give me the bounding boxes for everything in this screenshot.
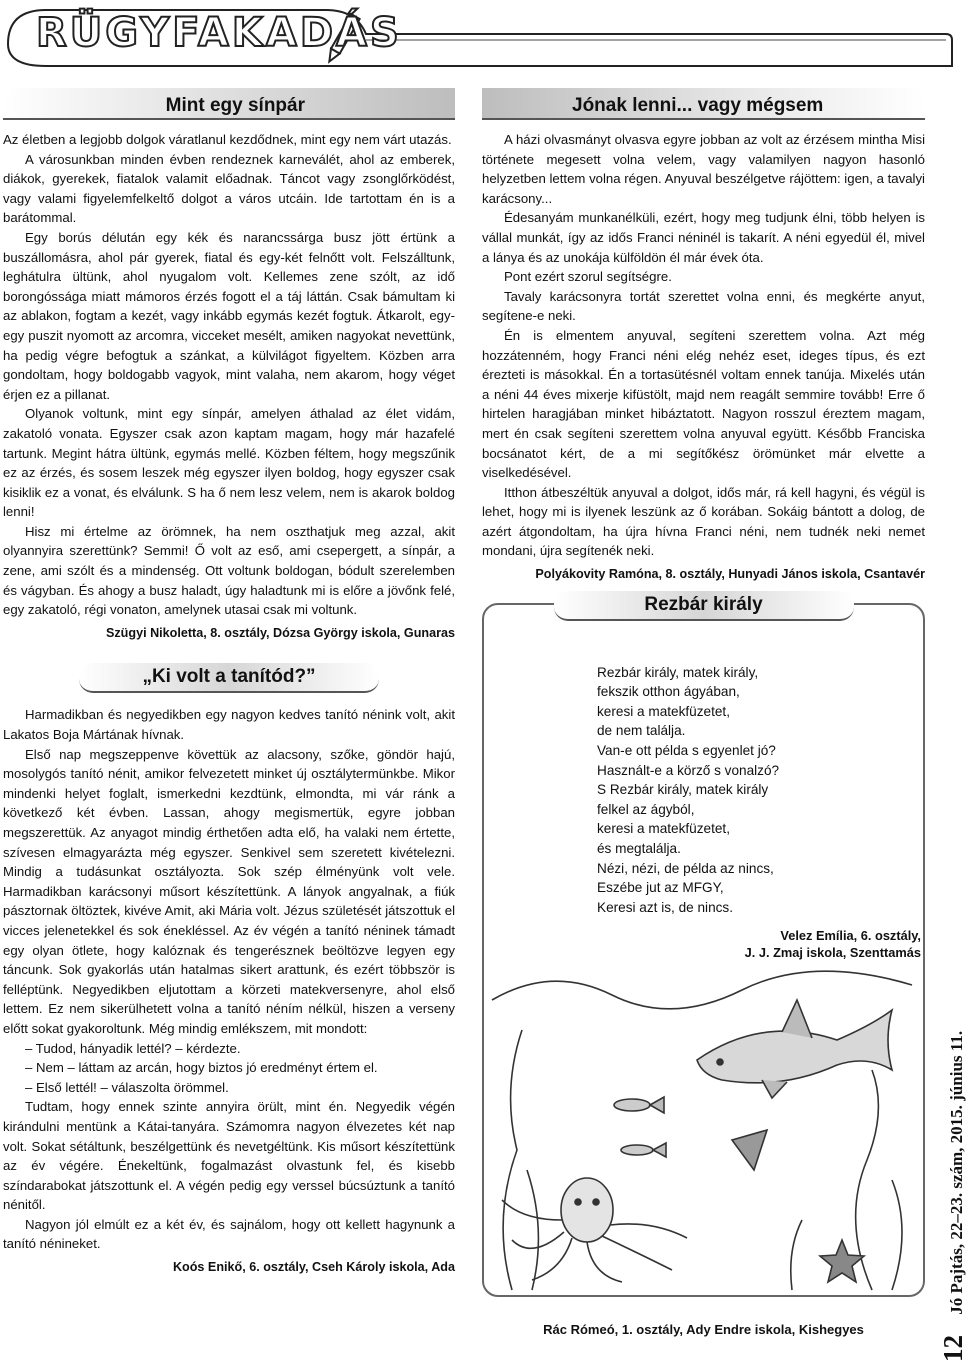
poem-signature <box>745 927 921 961</box>
article-title-bar <box>482 88 925 120</box>
poem-line: keresi a matekfüzetet, <box>597 703 730 719</box>
poem-line: Eszébe jut az MFGY, <box>597 880 724 896</box>
paragraph: Harmadikban és negyedikben egy nagyon kedves tanító nénink volt, akit Lakatos Boja Mártának hívnak. <box>3 707 455 743</box>
paragraph: Hisz mi értelme az örömnek, ha nem oszthatjuk meg azzal, akit olyannyira szerettünk? Semmi! Ő volt az eső, ami csepergett, a sínpár, a zene, ami szólt és a mindenség. Ott voltunk boldogan, bódult szerelemben és vágyban. És ahogy a busz haladt, úgy haladtunk mi is előre a jövőnk felé, egy zakatoló, régi vonaton, amelynek utasai csak mi voltunk. <box>3 523 455 618</box>
poem-line: Rezbár király, matek király, <box>597 664 759 680</box>
poem-line: Nézi, nézi, de példa az nincs, <box>597 860 774 876</box>
paragraph: A városunkban minden évben rendeznek karneválét, ahol az emberek, diákok, gyerekek, fiatalok valamit előadnak. Táncot vagy zsonglőrködést, vagy valami figyelemfelkeltő dolgot a város utcáin. Ide tartottam én is a barátommal. <box>3 151 455 226</box>
poem-line: S Rezbár király, matek király <box>597 782 769 798</box>
author-signature: Szügyi Nikoletta, 8. osztály, Dózsa György iskola, Gunaras <box>105 625 455 640</box>
poem-text <box>597 663 779 918</box>
poem-line: keresi a matekfüzetet, <box>597 821 730 837</box>
dialogue-line: – Tudod, hányadik lettél? – kérdezte. <box>25 1040 241 1056</box>
poem-line: Keresi azt is, de nincs. <box>597 899 733 915</box>
paragraph: Tudtam, hogy ennek szinte annyira örült, mint én. Negyedik végén kirándulni mentünk a Kátai-tanyára. Számomra nagyon élvezetes két nap volt. Sokat sétáltunk, beszélgettünk és nevetgéltünk. Kis műsort készítettünk az év végére. Énekeltünk, fogalmazást olvastunk fel, és kisebb színdarabokat játszottunk el. A végén pedig egy verssel búcsúztunk a tanító nénitől. <box>3 1099 455 1213</box>
publication-info: Jó Pajtás, 22–23. szám, 2015. június 11. <box>947 1030 966 1315</box>
poem-line: és megtalálja. <box>597 841 681 856</box>
article-title: „Ki volt a tanítód?” <box>79 663 379 693</box>
author-signature: Polyákovity Ramóna, 8. osztály, Hunyadi János iskola, Csantavér <box>535 567 925 582</box>
poem-line: Van-e ott példa s egyenlet jó? <box>597 743 776 759</box>
paragraph: Az életben a legjobb dolgok váratlanul kezdődnek, mint egy nem várt utazás. <box>3 132 452 147</box>
drawing-caption: Rác Rómeó, 1. osztály, Ady Endre iskola, Kishegyes <box>543 1322 864 1337</box>
paragraph: Édesanyám munkanélküli, ezért, hogy meg tudjunk élni, több helyen is vállal munkát, így az idős Franci néninél is takarít. A néni egyedül él, mivel a lánya és az unokája külföldön él már évek óta. <box>482 210 925 265</box>
page-footer-vertical <box>938 1031 969 1362</box>
small-fish-drawing <box>614 1097 767 1170</box>
octopus-drawing <box>502 1178 687 1282</box>
paragraph: Első nap megszeppenve követtük az alacsony, szőke, göndör hajú, mosolygós tanító nénit, amikor felvezetett minket új osztálytermünkbe. Mikor mindenki helyet foglalt, ismerkedni kezdtünk, elmondta, mi vár ránk a következő két évben. Lassan, ahogy megismertük, egyre jobban megszerettük. Az anyagot mindig érthetően adta elő, ha valaki nem értette, szívesen elmagyarázta még egyszer. Senkivel sem szeretett kivételezni. Mindig a tudásunkat osztályozta. Sok szép élményünk volt vele. Harmadikban karácsonyi műsort készítettünk. A lányok angyalnak, a fiúk pásztornak öltöztek, kivéve Amit, aki Mária volt. Jézus születését játszottuk el vicces jelenetekkel és sok énekléssel. Az év végén a tanító néninek támadt egy olyan ötlete, hogy kalóznak és tengerésznek beöltözve legyen egy táncunk. Sok gyakorlás után hatalmas sikert arattunk, és ezért többször is felléptünk. Negyedikben eljutottam a körzeti matekversenyre, ahol első lettem. Ez nem sikerülhetett volna a tanító néním nélkül, hiszen a verseny előtt sokat gyakoroltunk. Még mindig emlékszem, mit mondott: <box>3 746 455 1036</box>
poem-line: de nem találja. <box>597 723 686 739</box>
signature-line: Velez Emília, 6. osztály, <box>780 927 921 943</box>
poem-title: Rezbár király <box>554 591 854 621</box>
poem-box <box>482 593 925 1297</box>
dialogue-line: – Nem – láttam az arcán, hogy biztos jó eredményt értem el. <box>25 1060 378 1076</box>
poem-line: fekszik otthon ágyában, <box>597 684 740 700</box>
shark-drawing <box>697 1000 892 1098</box>
left-column <box>3 88 455 1278</box>
paragraph: Tavaly karácsonyra tortát szerettet volna enni, és megkérte anyut, segítene-e neki. <box>482 288 925 324</box>
article-title-bar <box>3 88 455 120</box>
starfish-drawing <box>820 1240 864 1282</box>
paragraph: Nagyon jól elmúlt ez a két év, és sajnálom, hogy ott kellett hagynunk a tanító nénineket. <box>3 1216 455 1252</box>
author-signature: Koós Enikő, 6. osztály, Cseh Károly iskola, Ada <box>172 1260 455 1275</box>
paragraph: A házi olvasmányt olvasva egyre jobban az volt az érzésem mintha Misi története megesett volna velem, vagy valamilyen nagyon hasonló helyzetben lettem volna régen. Anyuval beszélgetve rájöttem: igen, a tavalyi karácsony... <box>482 132 925 206</box>
paragraph: Pont ezért szorul segítségre. <box>504 269 672 285</box>
paragraph: Én is elmentem anyuval, segíteni szerettem volna. Azt még hozzátenném, hogy Franci néni elég nehéz eset, ideges típus, és ezt érezteti is másokkal. Én a tortasütésnél voltam ennek tanúja. Mixelés után a néni 44 éves mixerje kifüstölt, majd nem reagált semmire tovább! Erre ő hirtelen haragjában minket hibáztatott. Nagyon rosszul éreztem magam, mert én csak segíteni szerettem volna anyuval együtt. Később Franciska bocsánatot kért, de a mi segítőkész örömünket már elvette a viselkedésével. <box>482 327 925 481</box>
masthead <box>6 4 954 76</box>
right-column <box>482 88 925 1297</box>
article-title: Jónak lenni... vagy mégsem <box>572 95 824 117</box>
article-title: Mint egy sínpár <box>165 95 305 117</box>
dialogue-line: – Első lettél! – válaszolta örömmel. <box>25 1079 229 1095</box>
paragraph: Egy borús délután egy kék és narancssárga busz jött értünk a buszállomásra, ahol pár gyerek, fiatal és egy-két felnőtt volt. Felszálltunk, leghátulra ültünk, ahol nyugalom volt. Kellemes zene szólt, az idő borongóssága miatt mámoros érzés fogott el a táj láttán. Csak bámultam ki az ablakon, fogtam a kezét, vagy inkább egymás kezét fogtuk. Átkarolt, egy-egy puszit nyomott az arcomra, vicceket mesélt, amiken nagyokat nevettünk, ha pedig végre befogtuk a szánkat, a külvilágot figyeltem. Közben arra gondoltam, hogy boldogabb vagyok, mint valaha, nem akarom, hogy véget érjen ez a pillanat. <box>3 229 455 402</box>
paragraph: Itthon átbeszéltük anyuval a dolgot, idős már, rá kell hagyni, és végül is lehet, hogy mi is ilyenek leszünk az ő korában. Sokáig bántott a dolog, de azért átgondoltam, ha újra hívna Franci néni, nem tudnék neki nemet mondani, újra segítenék neki. <box>482 484 925 559</box>
child-drawing-sea-scene <box>492 970 912 1290</box>
signature-line: J. J. Zmaj iskola, Szenttamás <box>744 944 921 960</box>
page-number: 12 <box>938 1335 968 1362</box>
poem-line: Használt-e a körző s vonalzó? <box>597 762 780 778</box>
masthead-logo: RÜGYFAKADÁS <box>36 10 402 56</box>
poem-line: felkel az ágyból, <box>597 801 695 817</box>
paragraph: Olyanok voltunk, mint egy sínpár, amelyen áthalad az élet vidám, zakatoló vonata. Egyszer csak azon kaptam magam, hogy már hazafelé tartunk. Megint hátra ültünk, egymás mellé. Közben féltem, hogy megszűnik ez az érzés, és sosem leszek még egyszer ilyen boldog, hogy egyszer csak kisiklik ez a vonat, és elválunk. S ha ő nem lesz velem, nem is akarok boldog lenni! <box>3 406 455 520</box>
